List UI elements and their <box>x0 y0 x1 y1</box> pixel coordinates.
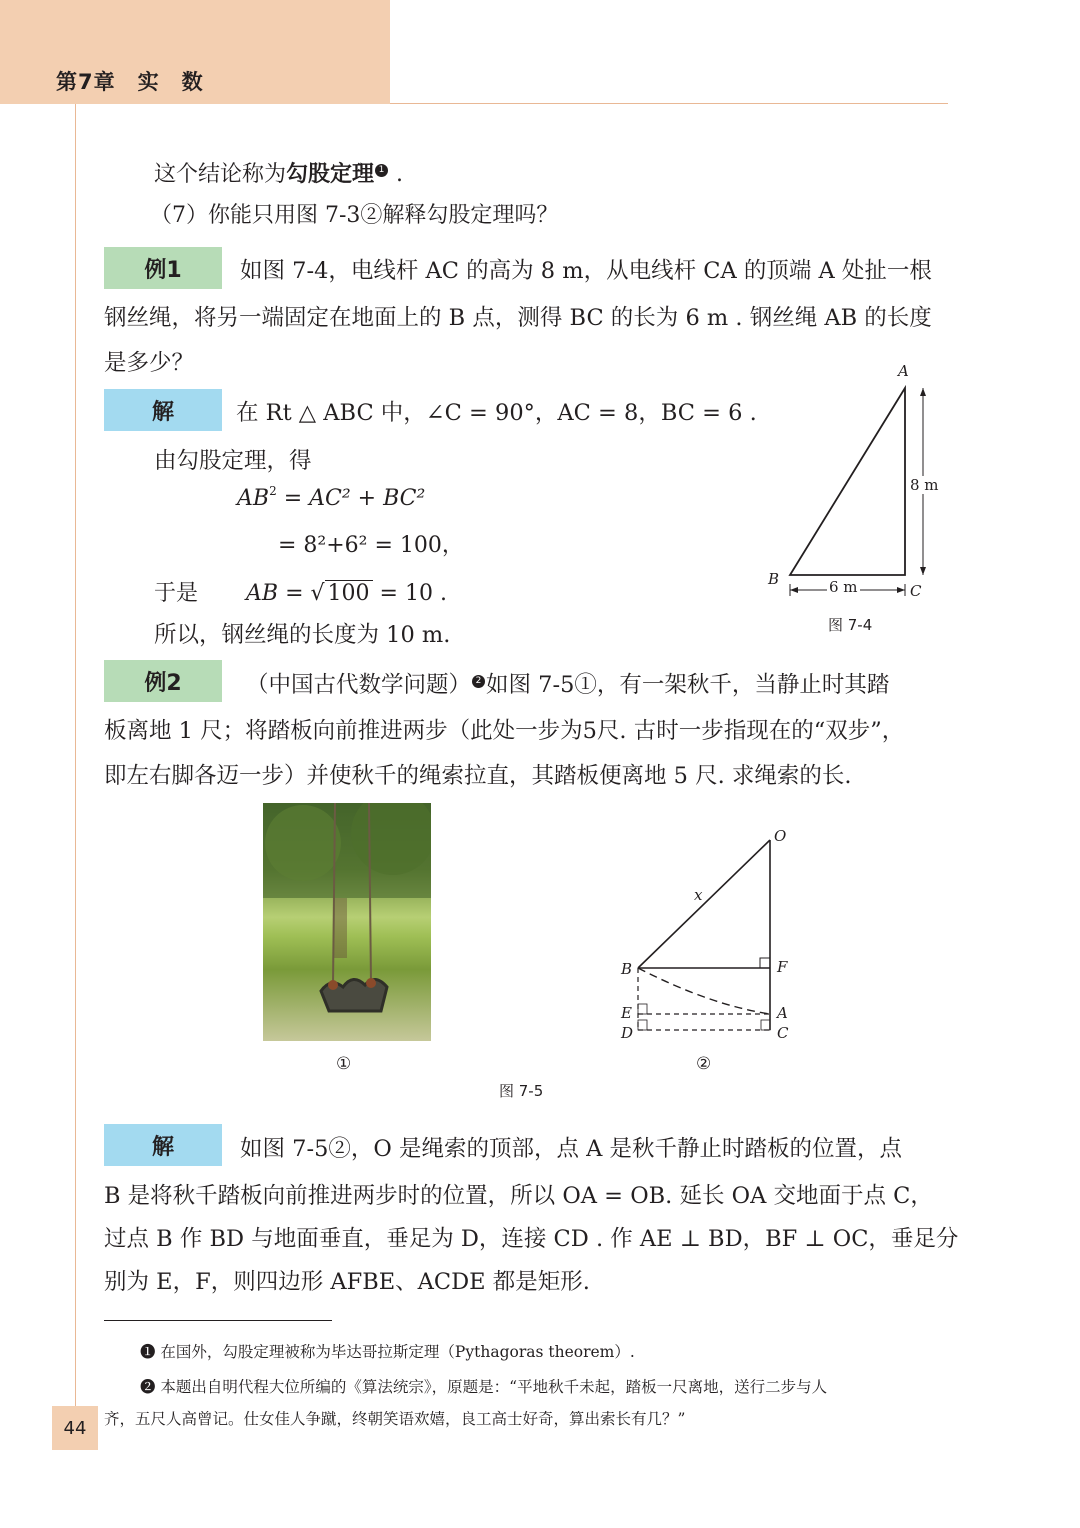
page-number: 44 <box>52 1406 98 1450</box>
footnote-2-line-2: 齐，五尺人高曾记。仕女佳人争蹴，终朝笑语欢嬉，良工高士好奇，算出索长有几？” <box>104 1410 686 1428</box>
example-1-line-2: 钢丝绳，将另一端固定在地面上的 B 点，测得 BC 的长为 6 m . 钢丝绳 AB 的长度 <box>104 305 932 331</box>
question-7: （7）你能只用图 7-3②解释勾股定理吗？ <box>150 203 559 228</box>
fig75-label-a: A <box>777 1004 788 1022</box>
theorem-statement: 这个结论称为勾股定理 1 . <box>154 162 404 187</box>
fig74-height-label: 8 m <box>910 476 939 494</box>
equation-2: = 8²+6² = 100， <box>278 533 464 558</box>
sqrt-sign: √ <box>310 581 325 606</box>
example-1-tag: 例1 <box>104 247 222 289</box>
example-2-line-1: （中国古代数学问题） 2 如图 7-5①，有一架秋千，当静止时其踏 <box>246 672 890 698</box>
solution-1-tag: 解 <box>104 389 222 431</box>
fig74-base-label: 6 m <box>829 578 858 596</box>
solution-2-line-4: 别为 E，F，则四边形 AFBE、ACDE 都是矩形. <box>104 1269 590 1295</box>
swing-arc <box>638 968 770 1014</box>
swing-photo <box>263 803 431 1041</box>
arrow-up-icon <box>920 388 926 396</box>
fig75-label-e: E <box>621 1004 632 1022</box>
theorem-name: 勾股定理 <box>286 162 375 187</box>
solution-2-line-2: B 是将秋千踏板向前推进两步时的位置，所以 OA = OB. 延长 OA 交地面于点 C， <box>104 1183 933 1209</box>
fig75-caption: 图 7-5 <box>499 1082 544 1100</box>
example-2-tag: 例2 <box>104 660 222 702</box>
footnote-2-line-1: ❷ 本题出自明代程大位所编的《算法统宗》，原题是：“平地秋千未起，踏板一尺离地，送行二步与人 <box>140 1378 828 1396</box>
header-rule <box>390 103 948 104</box>
fig75-sub-2: ② <box>696 1054 712 1074</box>
equation-3: 于是 AB = √ 100 = 10 . <box>154 581 447 606</box>
right-angle-f <box>760 958 770 968</box>
triangle-abc <box>790 388 905 575</box>
fig75-label-o: O <box>774 827 787 845</box>
fig74-label-a: A <box>898 362 909 380</box>
fig75-label-x: x <box>694 886 703 904</box>
fig75-label-b: B <box>621 960 633 978</box>
solution-1-line-2: 由勾股定理，得 <box>154 448 312 474</box>
equation-1: $AB^2 = AC^2 + BC^2$ <box>237 484 426 511</box>
fig74-label-b: B <box>768 570 780 588</box>
example-2-line-3: 即左右脚各迈一步）并使秋千的绳索拉直，其踏板便离地 5 尺. 求绳索的长. <box>104 763 852 789</box>
example-1-line-3: 是多少？ <box>104 350 195 376</box>
solution-2-line-3: 过点 B 作 BD 与地面垂直，垂足为 D，连接 CD . 作 AE ⊥ BD，BF ⊥ OC，垂足分 <box>104 1226 959 1252</box>
fig74-label-c: C <box>910 582 922 600</box>
line-ob <box>638 840 770 968</box>
fig74-caption: 图 7-4 <box>828 616 873 634</box>
footnote-rule <box>104 1320 332 1321</box>
chapter-title: 第7章 实 数 <box>56 70 204 94</box>
fig75-sub-1: ① <box>336 1054 352 1074</box>
example-2-line-2: 板离地 1 尺；将踏板向前推进两步（此处一步为5尺. 古时一步指现在的“双步”， <box>104 718 905 744</box>
arrow-right-icon <box>897 587 905 593</box>
solution-1-conclusion: 所以，钢丝绳的长度为 10 m. <box>154 622 451 648</box>
solution-1-line-1: 在 Rt △ ABC 中，∠C = 90°，AC = 8，BC = 6 . <box>236 400 757 426</box>
footnote-1: ❶ 在国外，勾股定理被称为毕达哥拉斯定理（Pythagoras theorem）. <box>140 1343 635 1361</box>
arrow-down-icon <box>920 567 926 575</box>
footnote-marker-1[interactable]: 1 <box>375 164 388 177</box>
fig75-label-f: F <box>777 958 788 976</box>
arrow-left-icon <box>790 587 798 593</box>
example-1-line-1: 如图 7-4，电线杆 AC 的高为 8 m，从电线杆 CA 的顶端 A 处扯一根 <box>240 258 932 284</box>
solution-2-tag: 解 <box>104 1124 222 1166</box>
margin-rule <box>75 104 76 1414</box>
solution-2-line-1: 如图 7-5②，O 是绳索的顶部，点 A 是秋千静止时踏板的位置，点 <box>240 1136 903 1162</box>
footnote-marker-2[interactable]: 2 <box>472 675 485 688</box>
fig75-label-d: D <box>621 1024 634 1042</box>
fig75-label-c: C <box>777 1024 789 1042</box>
